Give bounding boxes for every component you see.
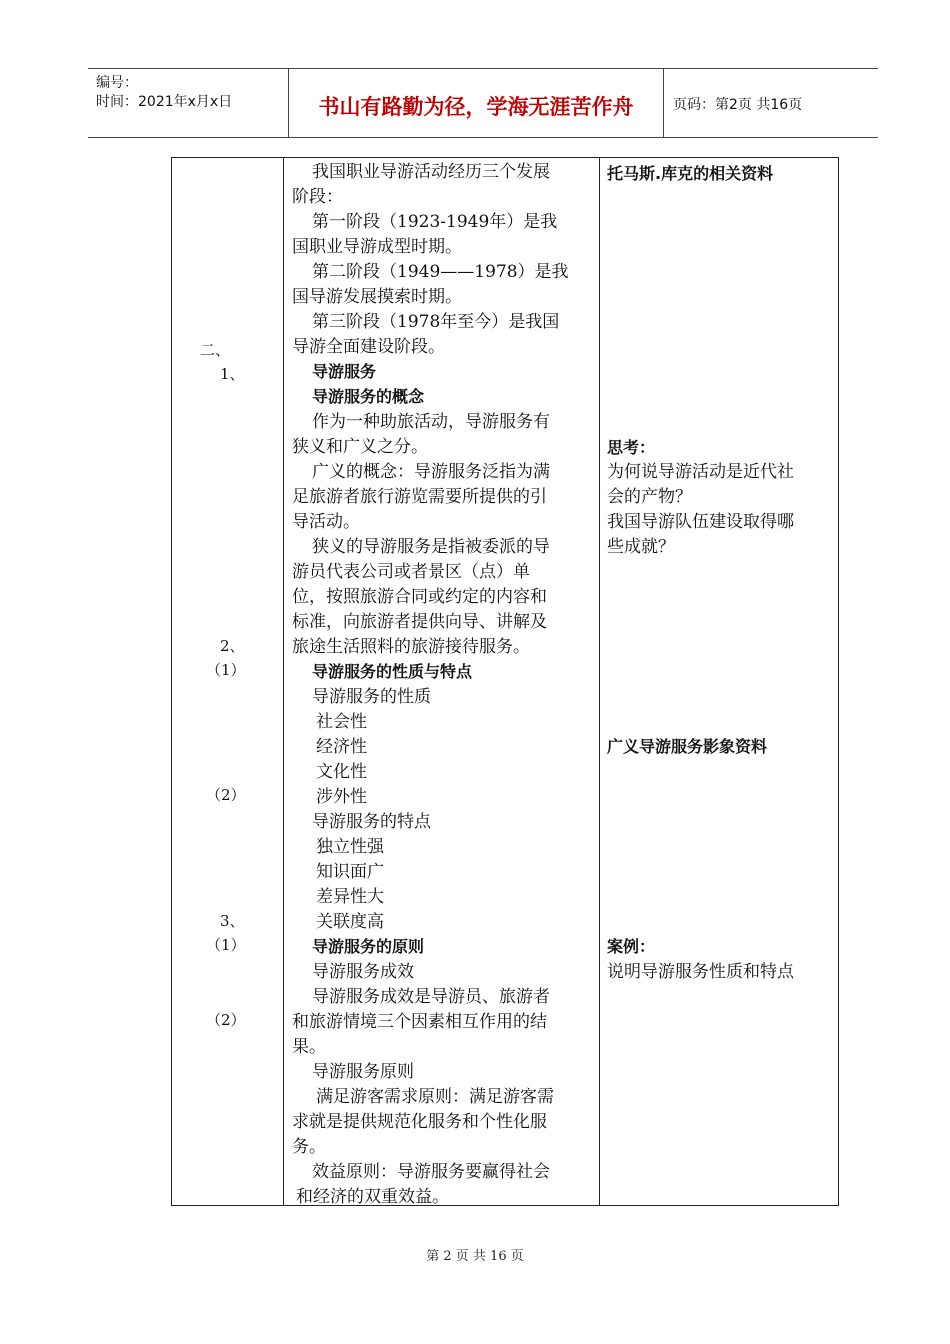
content-line: 阶段： [292,187,343,207]
section-marker-er: 二、 [200,341,231,359]
note-think-q2: 我国导游队伍建设取得哪 [607,512,794,532]
section-marker-2-2: （2） [206,786,246,804]
content-line: 第二阶段（1949——1978）是我 [312,262,569,282]
content-line: 狭义的导游服务是指被委派的导 [312,537,550,557]
content-line: 游员代表公司或者景区（点）单 [292,562,530,582]
note-case-text: 说明导游服务性质和特点 [607,962,794,982]
note-broad-video: 广义导游服务影象资料 [607,737,768,756]
note-think-label: 思考： [607,438,656,457]
section-marker-2: 2、 [220,637,245,655]
heading-principles: 导游服务的原则 [312,937,425,956]
list-item: 关联度高 [316,912,384,932]
content-line: 标准，向旅游者提供向导、讲解及 [292,612,547,632]
page-header [88,68,878,138]
content-line: 满足游客需求原则：满足游客需 [316,1087,554,1107]
header-meta-cell [88,69,288,137]
section-marker-3: 3、 [220,912,245,930]
content-line: 国导游发展摸索时期。 [292,287,462,307]
content-line: 求就是提供规范化服务和个性化服 [292,1112,547,1132]
list-item: 涉外性 [316,787,367,807]
section-marker-2-1: （1） [206,661,246,679]
time-label: 时间：2021年x月x日 [96,94,233,110]
page-footer: 第 2 页 共 16 页 [426,1249,524,1264]
lesson-table [171,157,839,1206]
list-item: 社会性 [316,712,367,732]
note-think-q1: 为何说导游活动是近代社 [607,462,794,482]
content-line: 和旅游情境三个因素相互作用的结 [292,1012,547,1032]
heading-service-concept: 导游服务的概念 [312,387,425,406]
list-item: 文化性 [316,762,367,782]
content-line: 果。 [292,1037,326,1057]
content-line: 我国职业导游活动经历三个发展 [312,162,550,182]
heading-nature-features: 导游服务的性质与特点 [312,662,473,681]
section-marker-3-1: （1） [206,936,246,954]
list-item: 知识面广 [316,862,384,882]
list-item: 经济性 [316,737,367,757]
content-line: 和经济的双重效益。 [296,1187,449,1207]
content-line: 第一阶段（1923-1949年）是我 [312,212,558,232]
content-line: 第三阶段（1978年至今）是我国 [312,312,560,332]
note-think-q1-cont: 会的产物？ [607,487,692,507]
content-line: 狭义和广义之分。 [292,437,428,457]
list-item: 差异性大 [316,887,384,907]
heading-guide-service: 导游服务 [312,362,377,381]
content-line: 导游全面建设阶段。 [292,337,445,357]
content-line: 导游服务原则 [312,1062,414,1082]
header-page-cell [663,69,878,137]
motto-text: 书山有路勤为径，学海无涯苦作舟 [318,95,634,119]
content-line: 旅途生活照料的旅游接待服务。 [292,637,530,657]
page-info: 页码：第2页 共16页 [673,97,803,113]
content-line: 导游服务的性质 [312,687,431,707]
note-case-label: 案例： [607,937,656,956]
note-thomas-cook: 托马斯.库克的相关资料 [607,164,774,183]
section-marker-3-2: （2） [206,1011,246,1029]
section-marker-1: 1、 [220,365,245,383]
note-think-q2-cont: 些成就？ [607,537,675,557]
content-column [172,158,838,1205]
content-line: 务。 [292,1137,326,1157]
content-line: 效益原则：导游服务要赢得社会 [312,1162,550,1182]
content-line: 广义的概念：导游服务泛指为满 [312,462,550,482]
content-line: 导游服务成效是导游员、旅游者 [312,987,550,1007]
content-line: 导游服务成效 [312,962,414,982]
content-line: 位，按照旅游合同或约定的内容和 [292,587,547,607]
content-line: 导游服务的特点 [312,812,431,832]
header-motto-cell [288,69,664,137]
number-label: 编号： [96,75,138,91]
content-line: 导活动。 [292,512,360,532]
list-item: 独立性强 [316,837,384,857]
content-line: 国职业导游成型时期。 [292,237,462,257]
content-line: 作为一种助旅活动，导游服务有 [312,412,550,432]
content-line: 足旅游者旅行游览需要所提供的引 [292,487,547,507]
